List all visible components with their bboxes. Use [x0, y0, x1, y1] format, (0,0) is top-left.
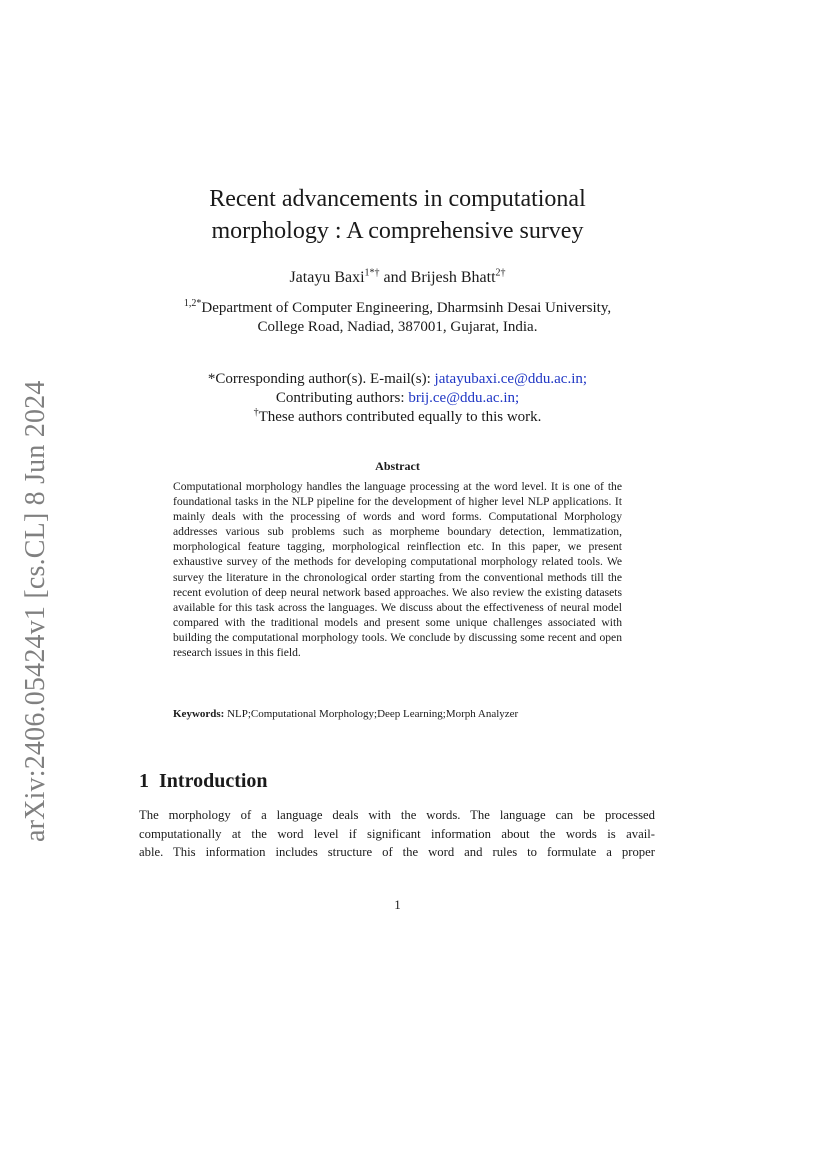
author-1-marks: 1*†: [364, 267, 380, 279]
equal-contribution-text: These authors contributed equally to this work.: [258, 409, 542, 425]
corresponding-author-line: [0, 370, 795, 389]
contributing-authors-line: [0, 389, 795, 408]
affiliation-text-1: Department of Computer Engineering, Dharmsinh Desai University,: [201, 300, 612, 316]
authors-conjunction: and: [379, 269, 411, 286]
section-number: 1: [139, 770, 149, 792]
author-2-marks: 2†: [495, 267, 506, 279]
keywords-line: [173, 707, 622, 721]
keywords-text: NLP;Computational Morphology;Deep Learning;Morph Analyzer: [224, 708, 519, 720]
abstract-heading: Abstract: [375, 459, 420, 473]
affiliation: [0, 299, 795, 337]
corresponding-prefix: *Corresponding author(s). E-mail(s):: [207, 371, 435, 387]
introduction-paragraph: [139, 806, 655, 862]
section-title: Introduction: [159, 770, 268, 792]
intro-line-1: The morphology of a language deals with the words. The language can be processed: [139, 808, 655, 822]
section-heading: [139, 770, 268, 793]
title-line-2: morphology : A comprehensive survey: [211, 218, 584, 244]
contributing-email-link[interactable]: brij.ce@ddu.ac.in: [408, 390, 516, 406]
contributing-email-suffix: ;: [515, 390, 520, 406]
page-number: 1: [394, 897, 401, 912]
keywords-label: Keywords:: [173, 708, 225, 720]
abstract-text: Computational morphology handles the language processing at the word level. It is one of the foundational tasks in the NLP pipeline for the development of higher level NLP applications. It mainly deals with the processing of words and word forms. Computational Morphology addresses various sub problems such as morpheme boundary detection, lemmatization, morphological feature tagging, morphological reinflection etc. In this paper, we present exhaustive survey of the methods for developing computational morphology related tools. We survey the literature in the chronological order starting from the conventional methods till the recent evolution of deep neural network based approaches. We also review the existing datasets available for this task across the languages. We discuss about the effectiveness of neural model compared with the traditional models and present some unique challenges associated with building the computational morphology tools. We conclude by discussing some recent and open research issues in this field.: [173, 480, 622, 660]
contributing-prefix: Contributing authors:: [275, 390, 409, 406]
author-1-name: Jatayu Baxi: [289, 269, 365, 286]
corresponding-email-suffix: ;: [582, 371, 588, 387]
author-list: [0, 269, 795, 287]
affiliation-marks: 1,2*: [183, 298, 202, 309]
affiliation-line-1: [0, 299, 795, 318]
equal-contribution-note: [0, 408, 795, 427]
arxiv-identifier: arXiv:2406.05424v1 [cs.CL] 8 Jun 2024: [20, 380, 51, 842]
paper-title: [0, 183, 795, 247]
author-2-name: Brijesh Bhatt: [410, 269, 496, 286]
intro-line-2: computationally at the word level if significant information about the words is avail-: [139, 826, 655, 841]
intro-line-3: able. This information includes structure of the word and rules to formulate a proper: [139, 845, 655, 860]
affiliation-line-2: College Road, Nadiad, 387001, Gujarat, India.: [257, 319, 538, 335]
corresponding-email-link[interactable]: jatayubaxi.ce@ddu.ac.in: [434, 371, 583, 387]
equal-contribution-mark: †: [253, 407, 259, 418]
correspondence-block: [0, 370, 795, 427]
title-line-1: Recent advancements in computational: [209, 186, 586, 212]
